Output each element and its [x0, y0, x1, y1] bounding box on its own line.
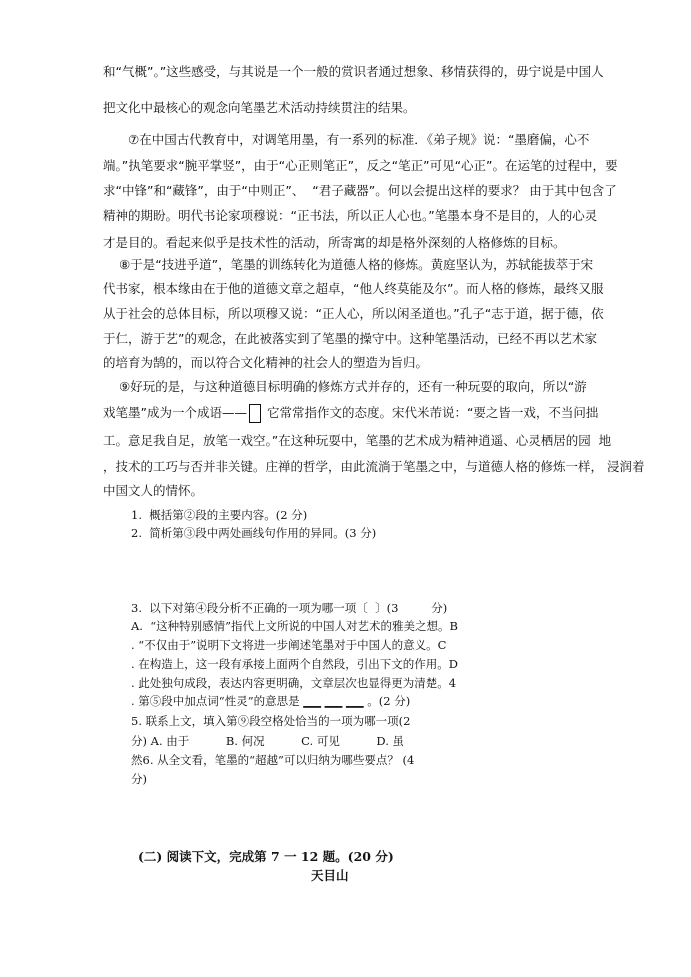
- section-heading: (二) 阅读下文，完成第 7 一 12 题。(20 分): [138, 849, 394, 864]
- question-4-line: [0, 693, 691, 710]
- passage-line: ⑧于是“技进乎道”，笔墨的训练转化为道德人格的修炼。黄庭坚认为，苏轼能拔萃于宋: [119, 257, 594, 272]
- passage-line: 从于社会的总体目标，所以项穆又说：“正人心，所以闲圣道也。”孔子“志于道，据于德，依: [103, 306, 604, 321]
- passage-line: ，技术的工巧与否并非关键。庄禅的哲学，由此流淌于笔墨之中，与道德人格的修炼一样， 浸润着: [103, 459, 645, 474]
- question-4-score: 。(2 分): [363, 694, 411, 708]
- passage-line: 代书家，根本缘由在于他的道德文章之超卓，“他人终莫能及尔”。而人格的修炼，最终又服: [103, 281, 604, 296]
- passage-line: 端。”执笔要求“腕平掌竖”，由于“心正则笔正”，反之“笔正”可见“心正”。在运笔的过程中，要: [103, 158, 618, 173]
- question-option-line: A. “这种特别感情”指代上文所说的中国人对艺术的雅美之想。B: [131, 619, 458, 633]
- section-title: 天目山: [311, 868, 349, 883]
- passage-line: 精神的期盼。明代书论家项穆说：“正书法，所以正人心也。”笔墨本身不是目的，人的心灵: [103, 208, 598, 223]
- question-5: 5. 联系上文，填入第⑨段空格处恰当的一项为哪一项(2: [131, 714, 411, 728]
- passage-line-with-blank: [0, 404, 691, 423]
- answer-blank-box[interactable]: [249, 404, 261, 423]
- answer-blank-dash: ▁▁: [345, 694, 364, 708]
- passage-line-start: 戏笔墨”成为一个成语——: [103, 405, 247, 420]
- passage-line: 的培育为鹄的，而以符合文化精神的社会人的塑造为旨归。: [103, 355, 429, 370]
- passage-line: 和“气概”。”这些感受，与其说是一个一般的赏识者通过想象、移情获得的，毋宁说是中国人: [103, 64, 604, 79]
- passage-line: 于仁，游于艺”的观念，在此被落实到了笔墨的操守中。这种笔墨活动，已经不再以艺术家: [103, 331, 597, 346]
- passage-line: ⑨好玩的是，与这种道德目标明确的修炼方式并存的，还有一种玩耍的取向，所以“游: [119, 379, 587, 394]
- passage-line: 中国文人的情怀。: [103, 483, 204, 498]
- question-option-line: . 此处独句成段，表达内容更明确，文章层次也显得更为清楚。4: [131, 676, 457, 690]
- passage-line: ⑦在中国古代教育中，对调笔用墨，有一系列的标准．《弟子规》说：“墨磨偏，心不: [128, 132, 590, 147]
- answer-blank-dash: ▁▁: [324, 694, 343, 708]
- passage-line: 工。意足我自足，放笔一戏空。”在这种玩耍中，笔墨的艺术成为精神逍遥、心灵栖居的园 地: [103, 433, 612, 448]
- question-4-text: . 第⑤段中加点词“性灵”的意思是: [131, 694, 300, 708]
- passage-line: 把文化中最核心的观念向笔墨艺术活动持续贯注的结果。: [103, 100, 416, 115]
- passage-line: 才是目的。看起来似乎是技术性的活动，所寄寓的却是格外深刻的人格修炼的目标。: [103, 235, 566, 250]
- question-6-score: 分): [131, 772, 147, 786]
- question-option-line: . “不仅由于”说明下文将进一步阐述笔墨对于中国人的意义。C: [131, 638, 447, 652]
- question-2: 2. 简析第③段中两处画线句作用的异同。(3 分): [131, 526, 377, 540]
- question-3: 3. 以下对第④段分析不正确的一项为哪一项〔 〕(3 分): [131, 601, 448, 615]
- passage-line: 求“中锋”和“藏锋”，由于“中则正”、 “君子藏器”。何以会提出这样的要求？ 由于其中包含了: [103, 183, 617, 198]
- question-5-options: 分) A. 由于 B. 何况 C. 可见 D. 虽: [131, 734, 405, 748]
- answer-blank-dash: ▁▁: [303, 694, 321, 708]
- question-1: 1. 概括第②段的主要内容。(2 分): [131, 508, 308, 522]
- question-6: 然6. 从全文看，笔墨的“超越”可以归纳为哪些要点？ (4: [131, 753, 415, 767]
- question-option-line: . 在构造上，这一段有承接上面两个自然段，引出下文的作用。D: [131, 657, 459, 671]
- passage-line-end: 它常常指作文的态度。宋代米芾说：“要之皆一戏，不当问拙: [262, 405, 599, 420]
